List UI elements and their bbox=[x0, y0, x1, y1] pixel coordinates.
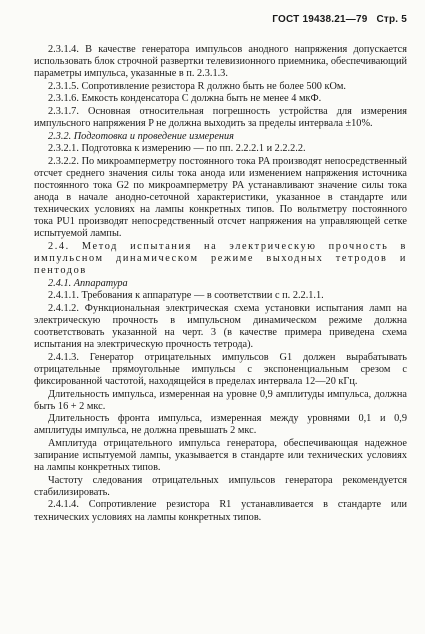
paragraph-2-3-1-5: 2.3.1.5. Сопротивление резистора R должно быть не более 500 кОм. bbox=[48, 80, 346, 92]
paragraph-pulse-frequency: Частоту следования отрицательных импульсов генератора рекомендуется стабилизировать. bbox=[34, 474, 407, 498]
paragraph-2-3-1-4: 2.3.1.4. В качестве генератора импульсов анодного напряжения допускается использовать блок строчной развертки телевизионного приемника, обеспечивающий параметры импульса, указанные в п. 2.3.1.3. bbox=[34, 44, 407, 80]
paragraph-2-3-1-7: 2.3.1.7. Основная относительная погрешность устройства для измерения импульсного напряжения P не должна выходить за пределы интервала ±10%. bbox=[34, 105, 407, 130]
section-heading-2-3-2: 2.3.2. Подготовка и проведение измерения bbox=[48, 130, 234, 142]
page-header bbox=[272, 14, 407, 25]
paragraph-pulse-duration: Длительность импульса, измеренная на уровне 0,9 амплитуды импульса, должна быть 16 + 2 мкс. bbox=[34, 388, 407, 412]
paragraph-2-3-2-2: 2.3.2.2. По микроамперметру постоянного тока PA производят непосредственный отсчет среднего значения силы тока анода или изменением напряжения источника постоянного тока G2 по микроамперметру PA устанавливают значение силы тока анода в начале анодно-сеточной характеристики, указанное в стандарте или технических условиях на лампы конкретных типов. По вольтметру постоянного тока PU1 производят непосредственный отсчет напряжения на управляющей сетке испытуемой лампы. bbox=[34, 155, 407, 240]
document-body bbox=[34, 44, 407, 524]
paragraph-2-4-1-4: 2.4.1.4. Сопротивление резистора R1 устанавливается в стандарте или технических условиях на лампы конкретных типов. bbox=[34, 499, 407, 523]
section-heading-2-4: 2.4. Метод испытания на электрическую прочность в импульсном динамическом режиме выходных тетродов и пентодов bbox=[34, 241, 407, 277]
paragraph-2-3-2-1: 2.3.2.1. Подготовка к измерению — по пп. 2.2.2.1 и 2.2.2.2. bbox=[48, 143, 306, 155]
section-heading-2-4-1: 2.4.1. Аппаратура bbox=[48, 277, 128, 289]
standard-number: ГОСТ 19438.21—79 bbox=[272, 14, 368, 25]
paragraph-2-3-1-6: 2.3.1.6. Емкость конденсатора C должна быть не менее 4 мкФ. bbox=[48, 93, 322, 105]
paragraph-pulse-amplitude: Амплитуда отрицательного импульса генератора, обеспечивающая надежное запирание испытуемой лампы, указывается в стандарте или технических условиях на лампы конкретных типов. bbox=[34, 438, 407, 474]
page-number: Стр. 5 bbox=[376, 14, 407, 25]
paragraph-front-duration: Длительность фронта импульса, измеренная между уровнями 0,1 и 0,9 амплитуды импульса, не должна превышать 2 мкс. bbox=[34, 413, 407, 437]
paragraph-2-4-1-1: 2.4.1.1. Требования к аппаратуре — в соответствии с п. 2.2.1.1. bbox=[48, 290, 324, 302]
paragraph-2-4-1-2: 2.4.1.2. Функциональная электрическая схема установки испытания ламп на электрическую прочность в импульсном динамическом режиме должна соответствовать указанной на черт. 3 (в качестве примера приведена схема испытания на электрическую прочность тетрода). bbox=[34, 302, 407, 351]
paragraph-2-4-1-3: 2.4.1.3. Генератор отрицательных импульсов G1 должен вырабатывать отрицательные прямоугольные импульсы с экспоненциальным срезом с фиксированной частотой, находящейся в пределах интервала 12—20 кГц. bbox=[34, 351, 407, 388]
